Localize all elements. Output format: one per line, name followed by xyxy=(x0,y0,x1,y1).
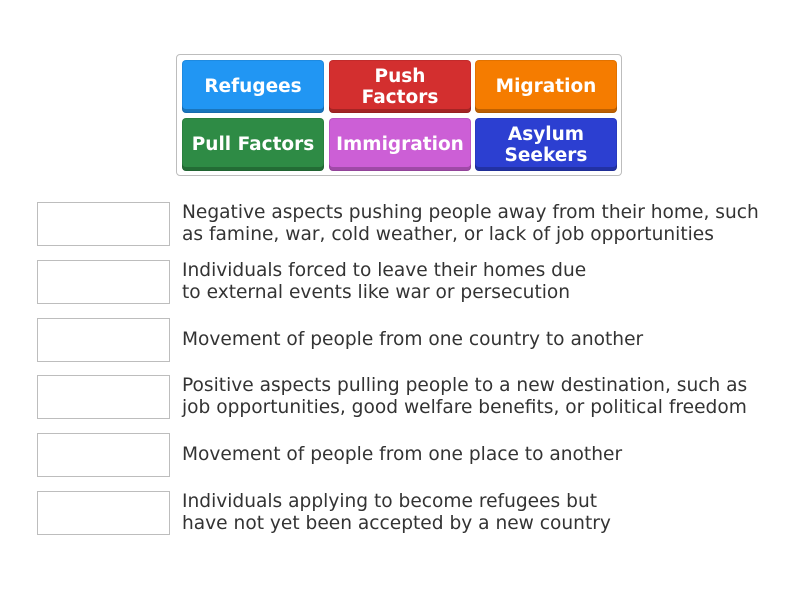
tile-label: Migration xyxy=(495,76,597,97)
definition-text: Positive aspects pulling people to a new destination, such as job opportunities, good welfare benefits, or political freedom xyxy=(182,374,748,418)
tile-label: Immigration xyxy=(336,134,464,155)
match-row xyxy=(37,318,787,362)
drop-slot[interactable] xyxy=(37,260,170,304)
match-row xyxy=(37,202,787,246)
definition-text: Negative aspects pushing people away from their home, such as famine, war, cold weather, or lack of job opportunities xyxy=(182,201,759,245)
drop-slot[interactable] xyxy=(37,202,170,246)
tile-asylum-seekers[interactable] xyxy=(475,118,617,171)
tile-push-factors[interactable] xyxy=(329,60,471,113)
tile-label: Pull Factors xyxy=(191,134,315,155)
tile-label: Push Factors xyxy=(361,65,439,108)
definition-text: Individuals applying to become refugees but have not yet been accepted by a new country xyxy=(182,490,611,534)
tile-label: Refugees xyxy=(204,76,302,97)
answer-tile-bank xyxy=(176,54,622,176)
match-row xyxy=(37,433,787,477)
tile-refugees[interactable] xyxy=(182,60,324,113)
match-row xyxy=(37,491,787,535)
definition-text: Movement of people from one country to another xyxy=(182,328,644,350)
definition-text: Movement of people from one place to another xyxy=(182,443,623,465)
tile-immigration[interactable] xyxy=(329,118,471,171)
match-row xyxy=(37,260,787,304)
match-row xyxy=(37,375,787,419)
drop-slot[interactable] xyxy=(37,433,170,477)
drop-slot[interactable] xyxy=(37,491,170,535)
drop-slot[interactable] xyxy=(37,375,170,419)
tile-migration[interactable] xyxy=(475,60,617,113)
tile-pull-factors[interactable] xyxy=(182,118,324,171)
definition-text: Individuals forced to leave their homes due to external events like war or persecution xyxy=(182,259,587,303)
drop-slot[interactable] xyxy=(37,318,170,362)
tile-label: Asylum Seekers xyxy=(504,123,588,166)
